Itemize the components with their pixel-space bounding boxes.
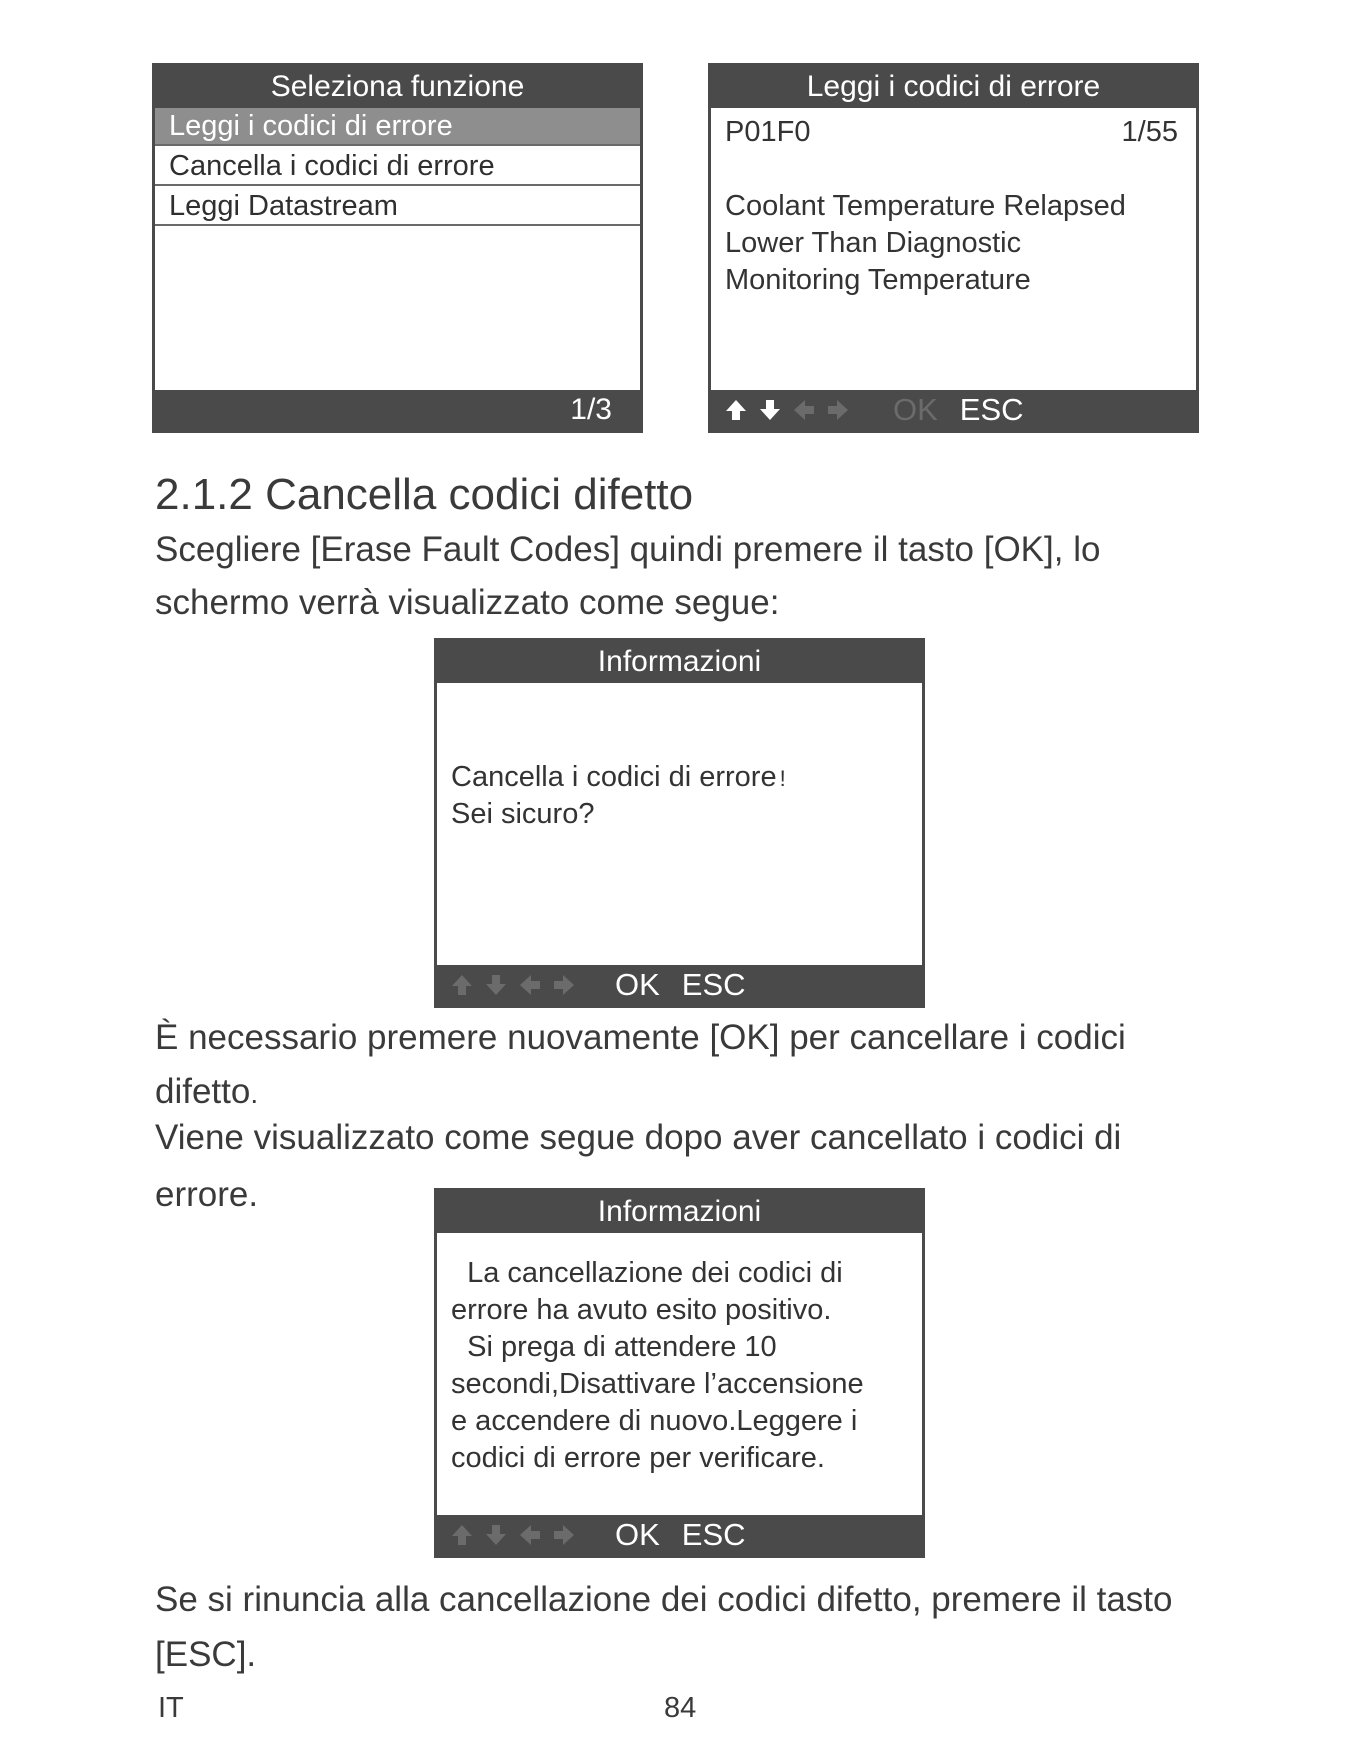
arrow-left-icon: [517, 972, 543, 998]
nav-icons: [723, 397, 851, 423]
para4-line-1: Se si rinuncia alla cancellazione dei codici difetto, premere il tasto: [155, 1580, 1173, 1619]
arrow-left-icon: [791, 397, 817, 423]
fault-code: P01F0: [725, 116, 811, 148]
para2-line-2-end: .: [250, 1078, 259, 1109]
result-line-1: La cancellazione dei codici di: [451, 1257, 843, 1289]
code-description-line-1: Coolant Temperature Relapsed: [725, 190, 1126, 222]
menu-item-erase-codes[interactable]: Cancella i codici di errore: [155, 148, 640, 186]
ok-button: OK: [893, 392, 938, 427]
confirm-message-text: Cancella i codici di errore: [451, 761, 777, 793]
para3-line-1: Viene visualizzato come segue dopo aver cancellato i codici di: [155, 1118, 1122, 1157]
arrow-down-icon: [483, 972, 509, 998]
esc-button[interactable]: ESC: [959, 392, 1024, 427]
screen-title: Leggi i codici di errore: [711, 66, 1196, 108]
arrow-right-icon: [551, 972, 577, 998]
screen-read-codes: [708, 63, 1199, 433]
para2-line-2-text: difetto: [155, 1072, 251, 1111]
result-line-5: e accendere di nuovo.Leggere i: [451, 1405, 858, 1437]
result-line-4: secondi,Disattivare l’accensione: [451, 1368, 864, 1400]
footer-page-number: 84: [664, 1692, 697, 1724]
arrow-right-icon: [551, 1522, 577, 1548]
screen-footer: [155, 390, 640, 430]
confirm-message: [451, 759, 786, 797]
screen-footer: [437, 1515, 922, 1555]
screen-confirm-erase: [434, 638, 925, 1008]
para2-line-1: È necessario premere nuovamente [OK] per cancellare i codici: [155, 1018, 1126, 1057]
code-description-line-3: Monitoring Temperature: [725, 264, 1031, 296]
result-line-6: codici di errore per verificare.: [451, 1442, 825, 1474]
page-indicator: 1/3: [570, 393, 612, 426]
screen-title: Seleziona funzione: [155, 66, 640, 108]
confirm-question: Sei sicuro?: [451, 798, 595, 830]
menu-item-read-codes[interactable]: Leggi i codici di errore: [155, 108, 640, 146]
arrow-up-icon: [449, 972, 475, 998]
arrow-up-icon[interactable]: [723, 397, 749, 423]
para3-line-2: errore.: [155, 1175, 259, 1214]
arrow-left-icon: [517, 1522, 543, 1548]
result-line-2: errore ha avuto esito positivo.: [451, 1294, 832, 1326]
arrow-down-icon: [483, 1522, 509, 1548]
esc-button[interactable]: ESC: [681, 967, 746, 1002]
intro-line-1: Scegliere [Erase Fault Codes] quindi premere il tasto [OK], lo: [155, 530, 1101, 569]
code-description-line-2: Lower Than Diagnostic: [725, 227, 1022, 259]
confirm-message-mark: !: [779, 766, 786, 791]
arrow-down-icon[interactable]: [757, 397, 783, 423]
arrow-right-icon: [825, 397, 851, 423]
menu-item-datastream[interactable]: Leggi Datastream: [155, 188, 640, 226]
section-heading: 2.1.2 Cancella codici difetto: [155, 470, 694, 519]
esc-button[interactable]: ESC: [681, 1517, 746, 1552]
nav-icons: [449, 1522, 577, 1548]
screen-footer: [711, 390, 1196, 430]
screen-footer: [437, 965, 922, 1005]
screen-select-function: [152, 63, 643, 433]
para4-line-2: [ESC].: [155, 1635, 257, 1674]
footer-language: IT: [158, 1692, 184, 1724]
ok-button[interactable]: OK: [615, 967, 660, 1002]
screen-erase-result: [434, 1188, 925, 1558]
arrow-up-icon: [449, 1522, 475, 1548]
screen-title: Informazioni: [437, 1191, 922, 1233]
intro-line-2: schermo verrà visualizzato come segue:: [155, 583, 780, 622]
screen-title: Informazioni: [437, 641, 922, 683]
ok-button[interactable]: OK: [615, 1517, 660, 1552]
result-line-3: Si prega di attendere 10: [451, 1331, 777, 1363]
nav-icons: [449, 972, 577, 998]
code-counter: 1/55: [1121, 116, 1178, 148]
para2-line-2: [155, 1074, 258, 1109]
